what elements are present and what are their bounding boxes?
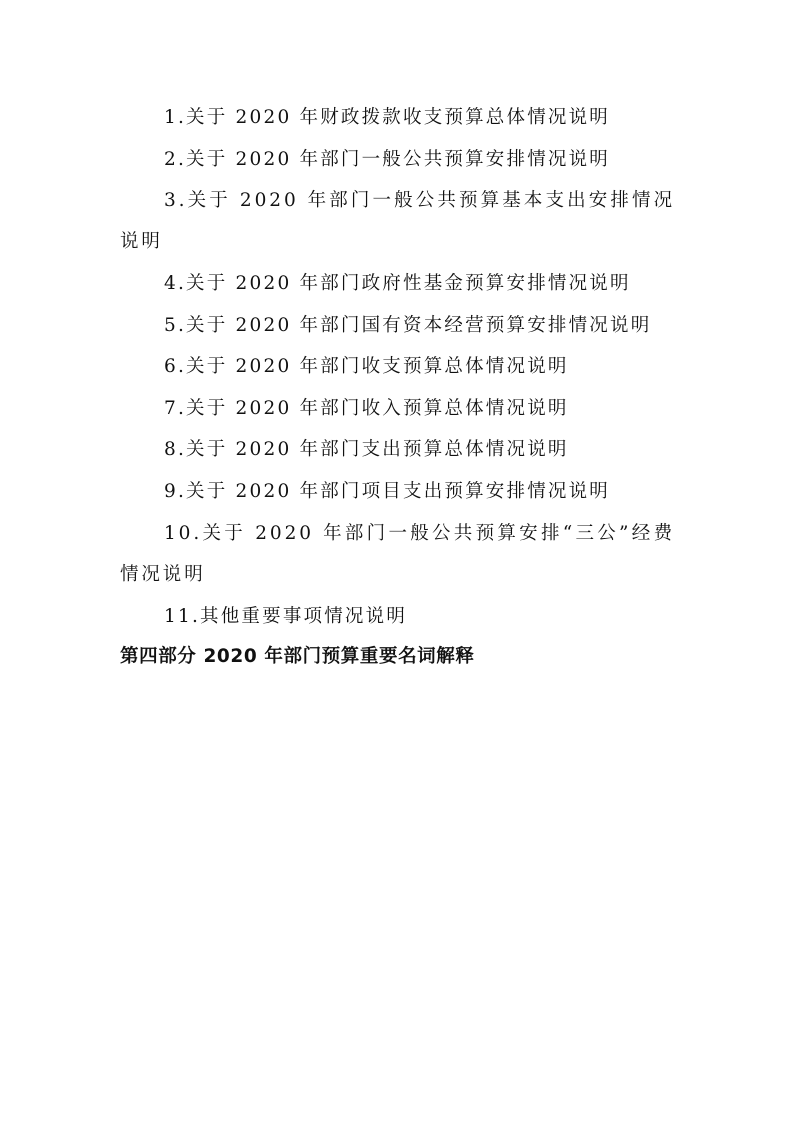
- toc-item-6: 6.关于 2020 年部门收支预算总体情况说明: [164, 356, 569, 377]
- toc-item-2: 2.关于 2020 年部门一般公共预算安排情况说明: [164, 149, 610, 170]
- toc-item-3: 3.关于 2020 年部门一般公共预算基本支出安排情况说明: [120, 190, 675, 252]
- toc-item-5: 5.关于 2020 年部门国有资本经营预算安排情况说明: [164, 315, 652, 336]
- toc-item-10: 10.关于 2020 年部门一般公共预算安排“三公”经费情况说明: [120, 523, 675, 585]
- section-heading: 第四部分 2020 年部门预算重要名词解释: [120, 646, 475, 667]
- toc-item-7: 7.关于 2020 年部门收入预算总体情况说明: [164, 398, 569, 419]
- toc-item-4: 4.关于 2020 年部门政府性基金预算安排情况说明: [164, 273, 631, 294]
- toc-item-9: 9.关于 2020 年部门项目支出预算安排情况说明: [164, 481, 610, 502]
- toc-item-8: 8.关于 2020 年部门支出预算总体情况说明: [164, 439, 569, 460]
- toc-item-1: 1.关于 2020 年财政拨款收支预算总体情况说明: [164, 107, 610, 128]
- toc-item-11: 11.其他重要事项情况说明: [164, 606, 408, 627]
